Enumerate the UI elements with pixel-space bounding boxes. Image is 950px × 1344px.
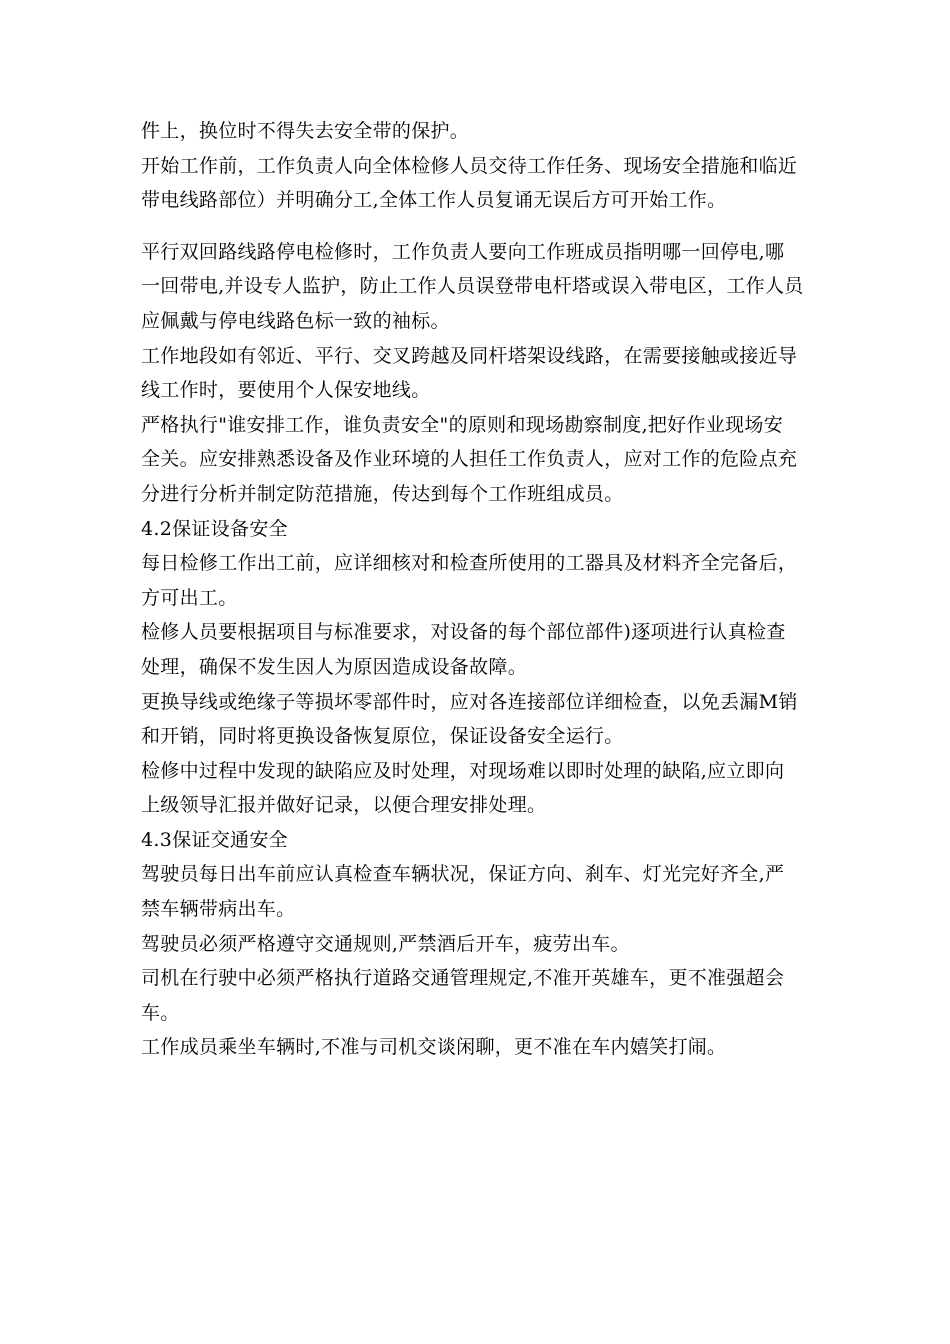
text-line: 驾驶员每日出车前应认真检查车辆状况，保证方向、刹车、灯光完好齐全,严	[141, 863, 785, 886]
paragraph	[141, 546, 821, 615]
paragraph	[141, 408, 821, 512]
text-line: 带电线路部位）并明确分工,全体工作人员复诵无误后方可开始工作。	[141, 189, 727, 212]
text-line: 更换导线或绝缘子等损坏零部件时，应对各连接部位详细检查，以免丢漏M销	[141, 690, 798, 713]
text-line: 全关。应安排熟悉设备及作业环境的人担任工作负责人，应对工作的危险点充	[141, 448, 798, 471]
text-line: 检修中过程中发现的缺陷应及时处理，对现场难以即时处理的缺陷,应立即向	[141, 759, 785, 782]
text-line: 一回带电,并设专人监护，防止工作人员误登带电杆塔或误入带电区，工作人员	[141, 275, 804, 298]
paragraph	[141, 1030, 821, 1065]
text-line: 车。	[141, 1001, 180, 1024]
paragraph	[141, 339, 821, 408]
section-heading	[141, 512, 821, 547]
text-line: 工作成员乘坐车辆时,不准与司机交谈闲聊，更不准在车内嬉笑打闹。	[141, 1036, 727, 1059]
text-line: 应佩戴与停电线路色标一致的袖标。	[141, 309, 450, 332]
text-line: 每日检修工作出工前，应详细核对和检查所使用的工器具及材料齐全完备后，	[141, 552, 798, 575]
text-line: 工作地段如有邻近、平行、交叉跨越及同杆塔架设线路，在需要接触或接近导	[141, 344, 798, 367]
text-line: 处理，确保不发生因人为原因造成设备故障。	[141, 655, 528, 678]
text-line: 和开销，同时将更换设备恢复原位，保证设备安全运行。	[141, 725, 624, 748]
paragraph	[141, 685, 821, 754]
paragraph-gap	[141, 218, 821, 235]
text-line: 司机在行驶中必须严格执行道路交通管理规定,不准开英雄车，更不准强超会	[141, 967, 785, 990]
text-line: 4.3保证交通安全	[141, 828, 288, 851]
section-heading	[141, 823, 821, 858]
text-line: 件上，换位时不得失去安全带的保护。	[141, 120, 470, 142]
text-line: 线工作时，要使用个人保安地线。	[141, 379, 431, 402]
text-line: 检修人员要根据项目与标准要求，对设备的每个部位部件)逐项进行认真检查	[141, 621, 786, 644]
text-line: 方可出工。	[141, 586, 238, 609]
text-line: 4.2保证设备安全	[141, 517, 288, 540]
paragraph	[141, 927, 821, 962]
text-line: 平行双回路线路停电检修时，工作负责人要向工作班成员指明哪一回停电,哪	[141, 240, 785, 263]
paragraph	[141, 235, 821, 339]
document-body	[141, 114, 821, 1065]
text-line: 驾驶员必须严格遵守交通规则,严禁酒后开车，疲劳出车。	[141, 932, 630, 955]
text-line: 分进行分析并制定防范措施，传达到每个工作班组成员。	[141, 482, 624, 505]
paragraph	[141, 615, 821, 684]
text-line: 开始工作前，工作负责人向全体检修人员交待工作任务、现场安全措施和临近	[141, 154, 798, 177]
text-line: 禁车辆带病出车。	[141, 898, 296, 921]
paragraph	[141, 961, 821, 1030]
text-line: 上级领导汇报并做好记录，以便合理安排处理。	[141, 794, 547, 817]
paragraph	[141, 149, 821, 218]
text-line: 严格执行"谁安排工作，谁负责安全"的原则和现场勘察制度,把好作业现场安	[141, 413, 784, 436]
paragraph	[141, 857, 821, 926]
paragraph	[141, 114, 821, 149]
paragraph	[141, 754, 821, 823]
